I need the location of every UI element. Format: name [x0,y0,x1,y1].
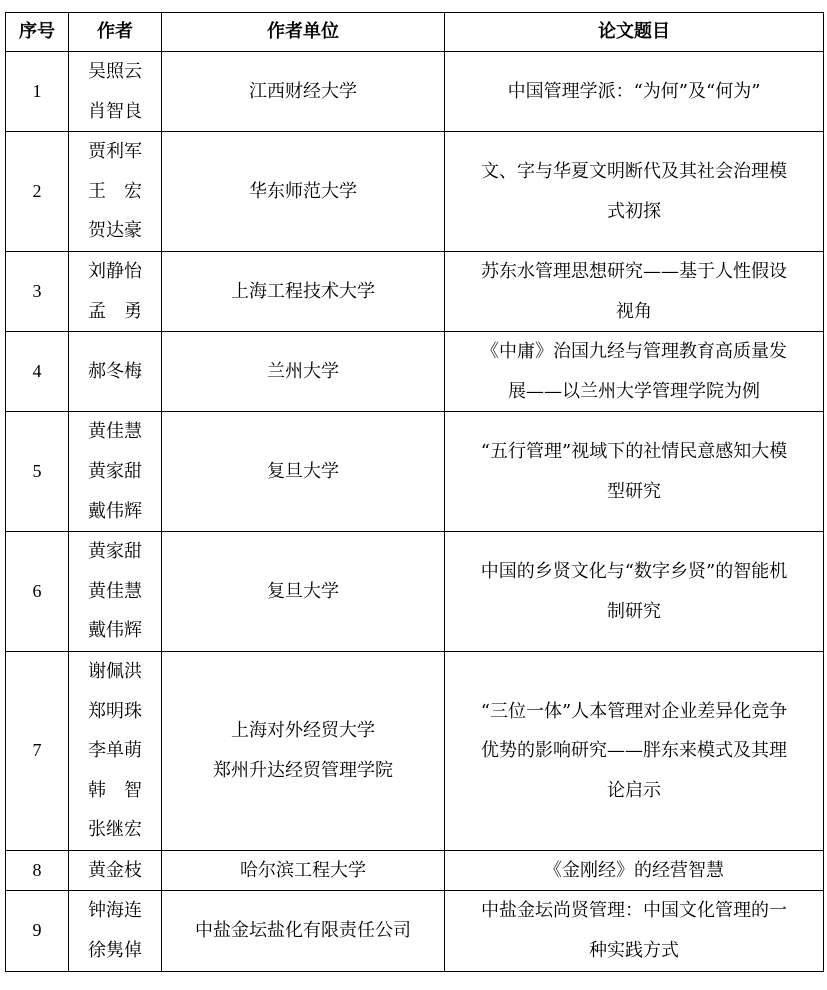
paper-title-line: 论启示 [607,779,661,801]
paper-title-line: 文、字与华夏文明断代及其社会治理模 [481,160,787,182]
paper-title-line: 《金刚经》的经营智慧 [544,859,724,881]
affiliation-name: 江西财经大学 [249,80,357,102]
row-authors [69,52,162,132]
paper-title-line: 展——以兰州大学管理学院为例 [508,380,760,402]
affiliation-name: 上海对外经贸大学 [231,720,375,742]
row-number: 9 [6,891,69,971]
row-authors [69,412,162,532]
author-name: 黄金枝 [88,859,142,881]
paper-title-line: 中国管理学派：“为何”及“何为” [507,80,761,102]
header-paper-title: 论文题目 [445,13,824,52]
author-name: 刘静怡 [88,260,142,282]
affiliation-name: 复旦大学 [267,580,339,602]
affiliation-name: 郑州升达经贸管理学院 [213,759,393,781]
table-row [6,412,824,532]
row-authors [69,251,162,331]
row-affiliation [162,132,445,252]
paper-title-line: 苏东水管理思想研究——基于人性假设 [481,260,787,282]
author-name: 肖智良 [88,100,142,122]
table-body [6,52,824,972]
row-authors [69,891,162,971]
row-number: 1 [6,52,69,132]
row-number: 4 [6,332,69,412]
row-affiliation [162,251,445,331]
header-number: 序号 [6,13,69,52]
table-row [6,651,824,850]
table-row [6,850,824,891]
paper-title-line: 式初探 [607,200,661,222]
paper-title-line: “五行管理”视域下的社情民意感知大模 [480,441,788,463]
table-row [6,332,824,412]
row-authors [69,132,162,252]
paper-title-line: 种实践方式 [589,940,679,962]
author-name: 韩 智 [88,779,142,801]
author-name: 戴伟辉 [88,500,142,522]
row-affiliation [162,532,445,652]
author-name: 孟 勇 [88,300,142,322]
affiliation-name: 中盐金坛盐化有限责任公司 [195,920,411,942]
row-paper-title [445,532,824,652]
author-name: 郑明珠 [88,700,142,722]
row-number: 5 [6,412,69,532]
row-authors [69,850,162,891]
paper-title-line: 视角 [616,300,652,322]
paper-title-line: 优势的影响研究——胖东来模式及其理 [481,740,787,762]
paper-title-line: 中国的乡贤文化与“数字乡贤”的智能机 [480,560,788,582]
row-paper-title [445,891,824,971]
affiliation-name: 上海工程技术大学 [231,280,375,302]
paper-title-line: 中盐金坛尚贤管理：中国文化管理的一 [481,900,787,922]
author-name: 谢佩洪 [88,660,142,682]
row-affiliation [162,412,445,532]
author-name: 贾利军 [88,141,142,163]
author-name: 黄佳慧 [88,421,142,443]
table-row [6,891,824,971]
row-affiliation [162,891,445,971]
author-name: 黄佳慧 [88,580,142,602]
row-paper-title [445,850,824,891]
author-name: 戴伟辉 [88,620,142,642]
row-number: 6 [6,532,69,652]
affiliation-name: 兰州大学 [267,360,339,382]
author-name: 李单萌 [88,740,142,762]
row-paper-title [445,251,824,331]
table-row [6,52,824,132]
row-number: 2 [6,132,69,252]
paper-title-line: 《中庸》治国九经与管理教育高质量发 [481,341,787,363]
table-header [6,13,824,52]
row-authors [69,332,162,412]
row-number: 3 [6,251,69,331]
author-name: 徐隽倬 [88,940,142,962]
row-paper-title [445,332,824,412]
author-name: 黄家甜 [88,541,142,563]
row-authors [69,532,162,652]
header-affiliation: 作者单位 [162,13,445,52]
author-name: 贺达豪 [88,220,142,242]
paper-title-line: 制研究 [607,600,661,622]
papers-table [5,12,824,972]
row-authors [69,651,162,850]
author-name: 吴照云 [88,61,142,82]
row-number: 8 [6,850,69,891]
row-paper-title [445,52,824,132]
table-row [6,532,824,652]
row-affiliation [162,651,445,850]
header-row [6,13,824,52]
row-paper-title [445,132,824,252]
row-affiliation [162,332,445,412]
author-name: 王 宏 [88,180,142,202]
author-name: 郝冬梅 [88,360,142,382]
author-name: 张继宏 [88,819,142,841]
row-number: 7 [6,651,69,850]
author-name: 钟海连 [88,900,142,922]
row-affiliation [162,850,445,891]
header-authors: 作者 [69,13,162,52]
affiliation-name: 哈尔滨工程大学 [240,859,366,881]
affiliation-name: 复旦大学 [267,460,339,482]
paper-title-line: “三位一体”人本管理对企业差异化竞争 [480,700,788,722]
table-row [6,251,824,331]
author-name: 黄家甜 [88,460,142,482]
row-paper-title [445,412,824,532]
row-affiliation [162,52,445,132]
table-row [6,132,824,252]
row-paper-title [445,651,824,850]
affiliation-name: 华东师范大学 [249,180,357,202]
paper-title-line: 型研究 [607,480,661,502]
